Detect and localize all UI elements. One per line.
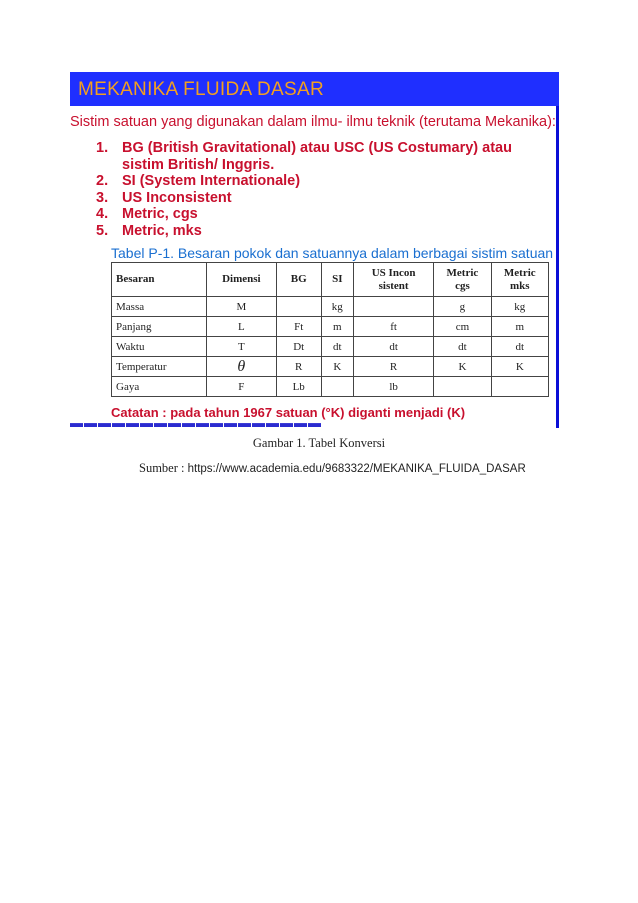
source-label: Sumber : (139, 461, 185, 475)
table-cell: T (206, 337, 276, 357)
table-cell: Gaya (112, 377, 207, 397)
table-cell: Ft (276, 317, 321, 337)
table-cell: Lb (276, 377, 321, 397)
table-cell: cm (434, 317, 491, 337)
source-line (139, 461, 526, 476)
column-header: Metric mks (491, 263, 548, 297)
table-cell: K (491, 357, 548, 377)
table-header-row (112, 263, 549, 297)
table-cell (353, 297, 433, 317)
slide-title: MEKANIKA FLUIDA DASAR (78, 79, 324, 100)
table-cell: F (206, 377, 276, 397)
table-cell: Waktu (112, 337, 207, 357)
column-header: BG (276, 263, 321, 297)
table-row (112, 337, 549, 357)
table-cell (491, 377, 548, 397)
table-cell: K (321, 357, 353, 377)
figure-caption: Gambar 1. Tabel Konversi (252, 436, 386, 450)
cropped-text-strip: ▬▬▬▬▬▬▬▬▬▬▬▬▬▬▬▬▬▬ (70, 415, 322, 430)
table-cell: g (434, 297, 491, 317)
intro-text: Sistim satuan yang digunakan dalam ilmu- ilmu teknik (terutama Mekanika): (70, 114, 556, 130)
list-item: 4. Metric, cgs (96, 206, 198, 222)
slide-image (70, 72, 559, 428)
conversion-table (111, 262, 549, 397)
table-cell: Massa (112, 297, 207, 317)
theta-symbol: θ (206, 357, 276, 377)
list-item: 2. SI (System Internationale) (96, 173, 301, 189)
table-caption: Tabel P-1. Besaran pokok dan satuannya dalam berbagai sistim satuan (111, 245, 554, 261)
table-row (112, 357, 549, 377)
slide-edge-bar (556, 106, 559, 428)
table-note: Catatan : pada tahun 1967 satuan (°K) diganti menjadi (K) (111, 405, 466, 420)
table-row (112, 377, 549, 397)
table-cell: lb (353, 377, 433, 397)
table-cell: ft (353, 317, 433, 337)
table-cell: L (206, 317, 276, 337)
table-cell: m (491, 317, 548, 337)
table-cell (276, 297, 321, 317)
unit-system-list (96, 140, 551, 239)
table-cell: dt (491, 337, 548, 357)
column-header: Dimensi (206, 263, 276, 297)
table-cell: R (353, 357, 433, 377)
table-cell: kg (321, 297, 353, 317)
table-cell: M (206, 297, 276, 317)
source-url: https://www.academia.edu/9683322/MEKANIKA_FLUIDA_DASAR (187, 463, 526, 475)
table-cell: dt (434, 337, 491, 357)
list-item: 3. US Inconsistent (96, 189, 232, 206)
table-row (112, 297, 549, 317)
table-cell: kg (491, 297, 548, 317)
table-cell: K (434, 357, 491, 377)
table-cell: m (321, 317, 353, 337)
table-cell (321, 377, 353, 397)
column-header: Besaran (112, 263, 207, 297)
table-cell: dt (321, 337, 353, 357)
list-item: 5. Metric, mks (96, 222, 202, 239)
slide-header-bar (70, 72, 559, 106)
table-cell: R (276, 357, 321, 377)
table-cell: Dt (276, 337, 321, 357)
table-row (112, 317, 549, 337)
list-item: 1. BG (British Gravitational) atau USC (US Costumary) atau sistim British/ Inggris. (96, 140, 512, 173)
column-header: Metric cgs (434, 263, 491, 297)
column-header: SI (321, 263, 353, 297)
column-header: US Incon sistent (353, 263, 433, 297)
table-cell (434, 377, 491, 397)
table-cell: dt (353, 337, 433, 357)
table-cell: Panjang (112, 317, 207, 337)
table-cell: Temperatur (112, 357, 207, 377)
